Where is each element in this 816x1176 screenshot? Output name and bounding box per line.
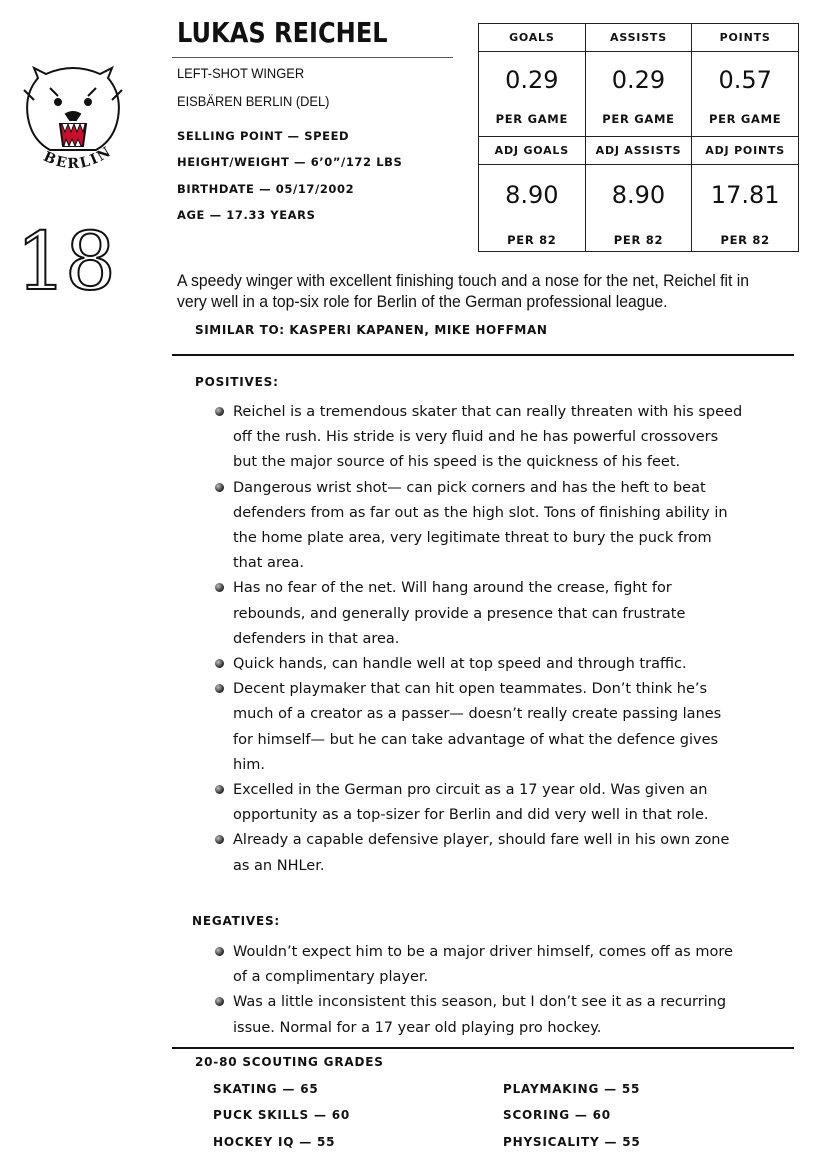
age: AGE — 17.33 YEARS [177, 208, 316, 222]
per-82-label: PER 82 [613, 233, 664, 247]
stat-header: ADJ ASSISTS [585, 137, 692, 165]
bullet-icon [215, 997, 224, 1006]
player-team: EISBÄREN BERLIN (DEL) [177, 93, 330, 109]
stat-cell [585, 52, 692, 137]
points-per-game: 0.57 [718, 66, 772, 94]
negatives-heading: NEGATIVES: [192, 914, 281, 928]
adj-points-per-82: 17.81 [710, 181, 780, 209]
svg-text:BERLIN: BERLIN [40, 143, 116, 173]
bullet-icon [215, 684, 224, 693]
list-item: Excelled in the German pro circuit as a 17 year old. Was given an opportunity as a top-sizer for Berlin and did very well in that role. [215, 778, 745, 828]
stat-header: ADJ GOALS [479, 137, 586, 165]
stat-cell [479, 165, 586, 252]
player-summary: A speedy winger with excellent finishing touch and a nose for the net, Reichel fit in very well in a top-six role for Berlin of the German professional league. [177, 272, 750, 311]
bullet-icon [215, 583, 224, 592]
assists-per-game: 0.29 [611, 66, 666, 94]
grade-hockey-iq: HOCKEY IQ — 55 [213, 1135, 336, 1149]
grade-scoring: SCORING — 60 [503, 1108, 611, 1122]
negatives-list [215, 940, 745, 1041]
name-divider [172, 57, 453, 58]
stats-table [478, 23, 799, 252]
similar-players: SIMILAR TO: KASPERI KAPANEN, MIKE HOFFMAN [195, 323, 548, 337]
per-game-label: PER GAME [495, 112, 569, 126]
team-logo [20, 60, 126, 178]
list-item: Dangerous wrist shot— can pick corners and has the heft to beat defenders from as far out as the high slot. Tons of finishing ability in the home plate area, very legitimate threat to bury the puck from that area. [215, 476, 745, 577]
per-82-label: PER 82 [720, 233, 770, 247]
bullet-icon [215, 947, 224, 956]
bullet-icon [215, 483, 224, 492]
adj-assists-per-82: 8.90 [611, 181, 666, 209]
stat-cell [479, 52, 586, 137]
birthdate: BIRTHDATE — 05/17/2002 [177, 182, 355, 196]
selling-point: SELLING POINT — SPEED [177, 129, 350, 143]
grade-skating: SKATING — 65 [213, 1082, 319, 1096]
stat-cell [692, 165, 799, 252]
bullet-icon [215, 785, 224, 794]
grade-puck-skills: PUCK SKILLS — 60 [213, 1108, 351, 1122]
bullet-icon [215, 659, 224, 668]
positives-list [215, 400, 745, 879]
list-item: Already a capable defensive player, should fare well in his own zone as an NHLer. [215, 828, 745, 878]
stat-header: ADJ POINTS [692, 137, 799, 165]
jersey-number: 18 [16, 215, 114, 308]
stat-cell [585, 165, 692, 252]
height-weight: HEIGHT/WEIGHT — 6’0”/172 LBS [177, 155, 403, 169]
section-divider [172, 354, 794, 356]
stat-cell [692, 52, 799, 137]
goals-per-game: 0.29 [505, 66, 559, 94]
per-82-label: PER 82 [507, 233, 557, 247]
list-item: Decent playmaker that can hit open teammates. Don’t think he’s much of a creator as a passer— doesn’t really create passing lanes for himself— but he can take advantage of what the defence gives him. [215, 677, 745, 778]
list-item: Reichel is a tremendous skater that can really threaten with his speed off the rush. His stride is very fluid and he has powerful crossovers but the major source of his speed is the quickness of his feet. [215, 400, 745, 476]
list-item: Has no fear of the net. Will hang around the crease, fight for rebounds, and generally provide a presence that can frustrate defenders in that area. [215, 576, 745, 652]
player-name: LUKAS REICHEL [177, 16, 388, 49]
player-position: LEFT-SHOT WINGER [177, 65, 305, 81]
grade-playmaking: PLAYMAKING — 55 [503, 1082, 641, 1096]
list-item: Quick hands, can handle well at top speed and through traffic. [215, 652, 745, 677]
per-game-label: PER GAME [708, 112, 782, 126]
stat-header: GOALS [479, 24, 586, 52]
list-item: Wouldn’t expect him to be a major driver himself, comes off as more of a complimentary player. [215, 940, 745, 990]
adj-goals-per-82: 8.90 [505, 181, 559, 209]
positives-heading: POSITIVES: [195, 375, 279, 389]
list-item: Was a little inconsistent this season, but I don’t see it as a recurring issue. Normal for a 17 year old playing pro hockey. [215, 990, 745, 1040]
stat-header: POINTS [692, 24, 799, 52]
section-divider [172, 1047, 794, 1049]
per-game-label: PER GAME [602, 112, 675, 126]
stat-header: ASSISTS [585, 24, 692, 52]
grade-physicality: PHYSICALITY — 55 [503, 1135, 641, 1149]
bullet-icon [215, 407, 224, 416]
grades-heading: 20-80 SCOUTING GRADES [195, 1055, 384, 1069]
bullet-icon [215, 835, 224, 844]
